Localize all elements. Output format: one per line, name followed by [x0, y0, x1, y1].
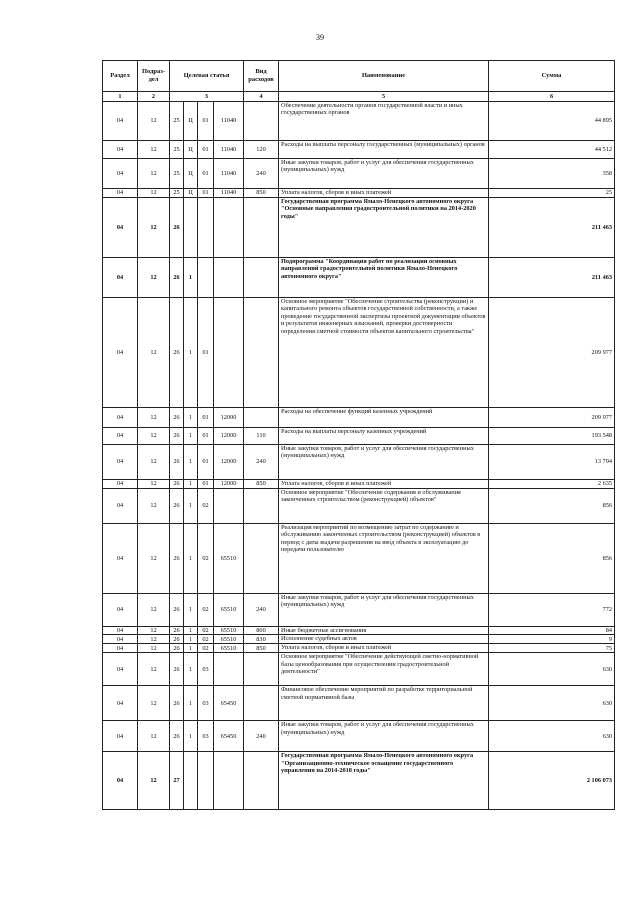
row-target-direction: 65510 — [214, 524, 244, 594]
row-name: Подпрограмма "Координация работ по реализации основных направлений градостроительной политики Ямало-Ненецкого автономного округа" — [279, 258, 489, 298]
row-target-program: 26 — [170, 480, 184, 489]
row-target-direction: 65510 — [214, 594, 244, 627]
row-target-event — [198, 258, 214, 298]
row-target-direction — [214, 752, 244, 810]
row-razdel: 04 — [103, 686, 138, 721]
table-row — [103, 653, 615, 686]
row-razdel: 04 — [103, 480, 138, 489]
table-row — [103, 644, 615, 653]
row-target-event: 03 — [198, 653, 214, 686]
column-number-row — [103, 92, 615, 102]
row-sum: 630 — [489, 653, 615, 686]
row-target-direction — [214, 653, 244, 686]
row-name: Основное мероприятие "Обеспечение строительства (реконструкции) и капитального ремонта объектов государственной собственности, а также проведение государственной экспертизы проектной документации объектов и результатов инженерных изысканий, проверки достоверности определения сметной стоимости объектов капитального строительства" — [279, 298, 489, 408]
row-target-direction: 12000 — [214, 428, 244, 445]
row-target-subprogram: 1 — [184, 644, 198, 653]
column-number: 1 — [103, 92, 138, 102]
row-target-subprogram: 1 — [184, 428, 198, 445]
row-podrazdel: 12 — [138, 480, 170, 489]
row-razdel: 04 — [103, 524, 138, 594]
row-target-program: 26 — [170, 198, 184, 258]
row-target-direction: 11040 — [214, 189, 244, 198]
row-target-direction: 65510 — [214, 635, 244, 644]
row-name: Уплата налогов, сборов и иных платежей — [279, 644, 489, 653]
row-target-direction: 12000 — [214, 445, 244, 480]
row-target-program: 26 — [170, 524, 184, 594]
row-razdel: 04 — [103, 198, 138, 258]
row-expense-type — [244, 298, 279, 408]
row-razdel: 04 — [103, 635, 138, 644]
row-sum: 9 — [489, 635, 615, 644]
row-podrazdel: 12 — [138, 653, 170, 686]
row-podrazdel: 12 — [138, 721, 170, 752]
row-target-program: 25 — [170, 189, 184, 198]
header-row — [103, 61, 615, 92]
row-razdel: 04 — [103, 141, 138, 159]
row-sum: 209 977 — [489, 298, 615, 408]
row-podrazdel: 12 — [138, 189, 170, 198]
table-row — [103, 480, 615, 489]
row-razdel: 04 — [103, 752, 138, 810]
table-row — [103, 189, 615, 198]
column-number: 6 — [489, 92, 615, 102]
row-expense-type — [244, 524, 279, 594]
row-target-program: 26 — [170, 594, 184, 627]
row-name: Уплата налогов, сборов и иных платежей — [279, 480, 489, 489]
row-expense-type: 110 — [244, 428, 279, 445]
row-target-subprogram — [184, 752, 198, 810]
row-target-program: 26 — [170, 653, 184, 686]
table-row — [103, 635, 615, 644]
row-target-event: 01 — [198, 428, 214, 445]
row-expense-type: 240 — [244, 159, 279, 189]
row-target-program: 26 — [170, 644, 184, 653]
table-row — [103, 524, 615, 594]
row-target-event: 02 — [198, 635, 214, 644]
row-razdel: 04 — [103, 653, 138, 686]
row-expense-type — [244, 686, 279, 721]
row-target-program: 26 — [170, 686, 184, 721]
row-name: Государственная программа Ямало-Ненецкого автономного округа "Основные направления градостроительной политики на 2014-2020 годы" — [279, 198, 489, 258]
row-target-program: 26 — [170, 258, 184, 298]
table-row — [103, 102, 615, 141]
row-name: Иные закупки товаров, работ и услуг для обеспечения государственных (муниципальных) нужд — [279, 445, 489, 480]
row-expense-type — [244, 102, 279, 141]
row-target-direction — [214, 298, 244, 408]
table-row — [103, 141, 615, 159]
row-target-program: 26 — [170, 721, 184, 752]
row-target-direction — [214, 258, 244, 298]
row-expense-type — [244, 408, 279, 428]
row-podrazdel: 12 — [138, 752, 170, 810]
column-number: 3 — [170, 92, 244, 102]
header-razdel: Раздел — [103, 61, 138, 92]
row-target-event: 02 — [198, 524, 214, 594]
row-podrazdel: 12 — [138, 686, 170, 721]
row-name: Государственная программа Ямало-Ненецкого автономного округа "Организационно-техническое оснащение государственного управления на 2014-2018 годы" — [279, 752, 489, 810]
row-target-subprogram: 1 — [184, 408, 198, 428]
column-number: 4 — [244, 92, 279, 102]
row-target-direction — [214, 489, 244, 524]
row-target-event: 02 — [198, 627, 214, 635]
row-sum: 25 — [489, 189, 615, 198]
row-target-subprogram: 1 — [184, 489, 198, 524]
row-podrazdel: 12 — [138, 258, 170, 298]
row-expense-type — [244, 489, 279, 524]
row-target-subprogram: 1 — [184, 524, 198, 594]
row-expense-type — [244, 258, 279, 298]
row-name: Уплата налогов, сборов и иных платежей — [279, 189, 489, 198]
row-podrazdel: 12 — [138, 159, 170, 189]
row-podrazdel: 12 — [138, 524, 170, 594]
row-target-program: 26 — [170, 635, 184, 644]
row-target-event — [198, 198, 214, 258]
row-razdel: 04 — [103, 627, 138, 635]
row-target-program: 25 — [170, 159, 184, 189]
row-sum: 856 — [489, 524, 615, 594]
table-row — [103, 159, 615, 189]
row-target-direction: 11040 — [214, 102, 244, 141]
row-podrazdel: 12 — [138, 644, 170, 653]
table-row — [103, 627, 615, 635]
row-sum: 84 — [489, 627, 615, 635]
row-target-subprogram: 1 — [184, 480, 198, 489]
row-razdel: 04 — [103, 298, 138, 408]
row-podrazdel: 12 — [138, 489, 170, 524]
row-name: Основное мероприятие "Обеспечение действующей сметно-нормативной базы ценообразования при осуществлении градостроительной деятельности" — [279, 653, 489, 686]
row-target-direction: 65510 — [214, 627, 244, 635]
row-sum: 44 895 — [489, 102, 615, 141]
row-target-direction: 11040 — [214, 141, 244, 159]
row-sum: 211 463 — [489, 258, 615, 298]
row-target-event: 01 — [198, 141, 214, 159]
row-podrazdel: 12 — [138, 408, 170, 428]
row-name: Основное мероприятие "Обеспечение содержания и обслуживания законченных строительством (реконструкцией) объектов" — [279, 489, 489, 524]
row-target-subprogram: 1 — [184, 635, 198, 644]
row-name: Иные бюджетные ассигнования — [279, 627, 489, 635]
row-expense-type: 850 — [244, 644, 279, 653]
row-target-event: 01 — [198, 102, 214, 141]
row-name: Исполнение судебных актов — [279, 635, 489, 644]
row-target-subprogram: 1 — [184, 686, 198, 721]
row-podrazdel: 12 — [138, 594, 170, 627]
row-target-event: 02 — [198, 644, 214, 653]
row-target-event: 01 — [198, 445, 214, 480]
row-target-program: 26 — [170, 408, 184, 428]
row-razdel: 04 — [103, 428, 138, 445]
row-razdel: 04 — [103, 594, 138, 627]
row-name: Финансовое обеспечение мероприятий по разработке территориальной сметной нормативной базы — [279, 686, 489, 721]
table-row — [103, 489, 615, 524]
row-sum: 44 512 — [489, 141, 615, 159]
row-podrazdel: 12 — [138, 627, 170, 635]
row-sum: 211 463 — [489, 198, 615, 258]
page-number: 39 — [316, 33, 324, 42]
row-target-subprogram: Ц — [184, 141, 198, 159]
budget-table — [102, 60, 615, 810]
row-target-subprogram: 1 — [184, 721, 198, 752]
row-expense-type: 800 — [244, 627, 279, 635]
row-target-subprogram: 1 — [184, 445, 198, 480]
row-sum: 209 977 — [489, 408, 615, 428]
table-row — [103, 198, 615, 258]
row-name: Расходы на выплаты персоналу казенных учреждений — [279, 428, 489, 445]
row-podrazdel: 12 — [138, 298, 170, 408]
row-target-subprogram: 1 — [184, 258, 198, 298]
row-sum: 772 — [489, 594, 615, 627]
row-razdel: 04 — [103, 258, 138, 298]
row-target-direction: 65450 — [214, 686, 244, 721]
row-expense-type — [244, 198, 279, 258]
row-expense-type: 120 — [244, 141, 279, 159]
table-row — [103, 594, 615, 627]
row-target-event — [198, 752, 214, 810]
row-target-program: 25 — [170, 141, 184, 159]
row-expense-type — [244, 653, 279, 686]
row-name: Расходы на обеспечение функций казенных учреждений — [279, 408, 489, 428]
row-target-event: 01 — [198, 408, 214, 428]
row-target-direction: 11040 — [214, 159, 244, 189]
row-name: Иные закупки товаров, работ и услуг для обеспечения государственных (муниципальных) нужд — [279, 159, 489, 189]
row-target-event: 01 — [198, 480, 214, 489]
row-razdel: 04 — [103, 189, 138, 198]
row-expense-type: 850 — [244, 189, 279, 198]
row-target-program: 26 — [170, 428, 184, 445]
row-name: Реализация мероприятий по возмещению затрат по содержанию и обслуживанию законченных строительством (реконструкцией) объектов в период с даты выдачи разрешения на ввод объекта в эксплуатацию до передачи пользователю — [279, 524, 489, 594]
table-row — [103, 721, 615, 752]
row-target-subprogram: Ц — [184, 102, 198, 141]
row-target-event: 01 — [198, 298, 214, 408]
row-target-direction — [214, 198, 244, 258]
row-expense-type: 240 — [244, 445, 279, 480]
row-target-subprogram: 1 — [184, 594, 198, 627]
row-sum: 75 — [489, 644, 615, 653]
row-razdel: 04 — [103, 445, 138, 480]
row-podrazdel: 12 — [138, 198, 170, 258]
row-sum: 2 106 073 — [489, 752, 615, 810]
row-target-subprogram: 1 — [184, 298, 198, 408]
row-razdel: 04 — [103, 408, 138, 428]
row-expense-type: 240 — [244, 594, 279, 627]
row-razdel: 04 — [103, 102, 138, 141]
row-target-subprogram — [184, 198, 198, 258]
row-razdel: 04 — [103, 721, 138, 752]
row-expense-type: 830 — [244, 635, 279, 644]
row-target-event: 03 — [198, 721, 214, 752]
row-name: Обеспечение деятельности органов государственной власти и иных государственных органов — [279, 102, 489, 141]
row-target-program: 26 — [170, 298, 184, 408]
header-podrazdel: Подраз-дел — [138, 61, 170, 92]
row-target-subprogram: 1 — [184, 627, 198, 635]
row-target-subprogram: 1 — [184, 653, 198, 686]
row-name: Иные закупки товаров, работ и услуг для обеспечения государственных (муниципальных) нужд — [279, 721, 489, 752]
row-target-direction: 65450 — [214, 721, 244, 752]
row-target-direction: 65510 — [214, 644, 244, 653]
row-podrazdel: 12 — [138, 635, 170, 644]
row-target-direction: 12000 — [214, 408, 244, 428]
row-sum: 358 — [489, 159, 615, 189]
row-target-direction: 12000 — [214, 480, 244, 489]
table-row — [103, 298, 615, 408]
row-razdel: 04 — [103, 159, 138, 189]
row-target-program: 25 — [170, 102, 184, 141]
row-sum: 13 794 — [489, 445, 615, 480]
table-row — [103, 686, 615, 721]
row-target-program: 26 — [170, 489, 184, 524]
table-row — [103, 408, 615, 428]
column-number: 5 — [279, 92, 489, 102]
table-row — [103, 258, 615, 298]
header-target-article: Целевая статья — [170, 61, 244, 92]
row-podrazdel: 12 — [138, 428, 170, 445]
row-target-program: 26 — [170, 627, 184, 635]
table-row — [103, 445, 615, 480]
header-expense-type: Вид расходов — [244, 61, 279, 92]
row-podrazdel: 12 — [138, 102, 170, 141]
row-sum: 2 635 — [489, 480, 615, 489]
row-target-subprogram: Ц — [184, 189, 198, 198]
row-target-subprogram: Ц — [184, 159, 198, 189]
column-number: 2 — [138, 92, 170, 102]
row-target-event: 01 — [198, 189, 214, 198]
row-target-program: 27 — [170, 752, 184, 810]
row-target-program: 26 — [170, 445, 184, 480]
row-target-event: 02 — [198, 594, 214, 627]
header-name: Наименование — [279, 61, 489, 92]
row-sum: 856 — [489, 489, 615, 524]
row-razdel: 04 — [103, 489, 138, 524]
table-row — [103, 428, 615, 445]
row-sum: 193 548 — [489, 428, 615, 445]
row-target-event: 02 — [198, 489, 214, 524]
table-row — [103, 752, 615, 810]
row-podrazdel: 12 — [138, 141, 170, 159]
row-expense-type — [244, 752, 279, 810]
header-sum: Сумма — [489, 61, 615, 92]
row-expense-type: 240 — [244, 721, 279, 752]
row-name: Расходы на выплаты персоналу государственных (муниципальных) органов — [279, 141, 489, 159]
row-sum: 630 — [489, 721, 615, 752]
row-target-event: 03 — [198, 686, 214, 721]
row-name: Иные закупки товаров, работ и услуг для обеспечения государственных (муниципальных) нужд — [279, 594, 489, 627]
row-target-event: 01 — [198, 159, 214, 189]
row-razdel: 04 — [103, 644, 138, 653]
row-sum: 630 — [489, 686, 615, 721]
row-podrazdel: 12 — [138, 445, 170, 480]
row-expense-type: 850 — [244, 480, 279, 489]
